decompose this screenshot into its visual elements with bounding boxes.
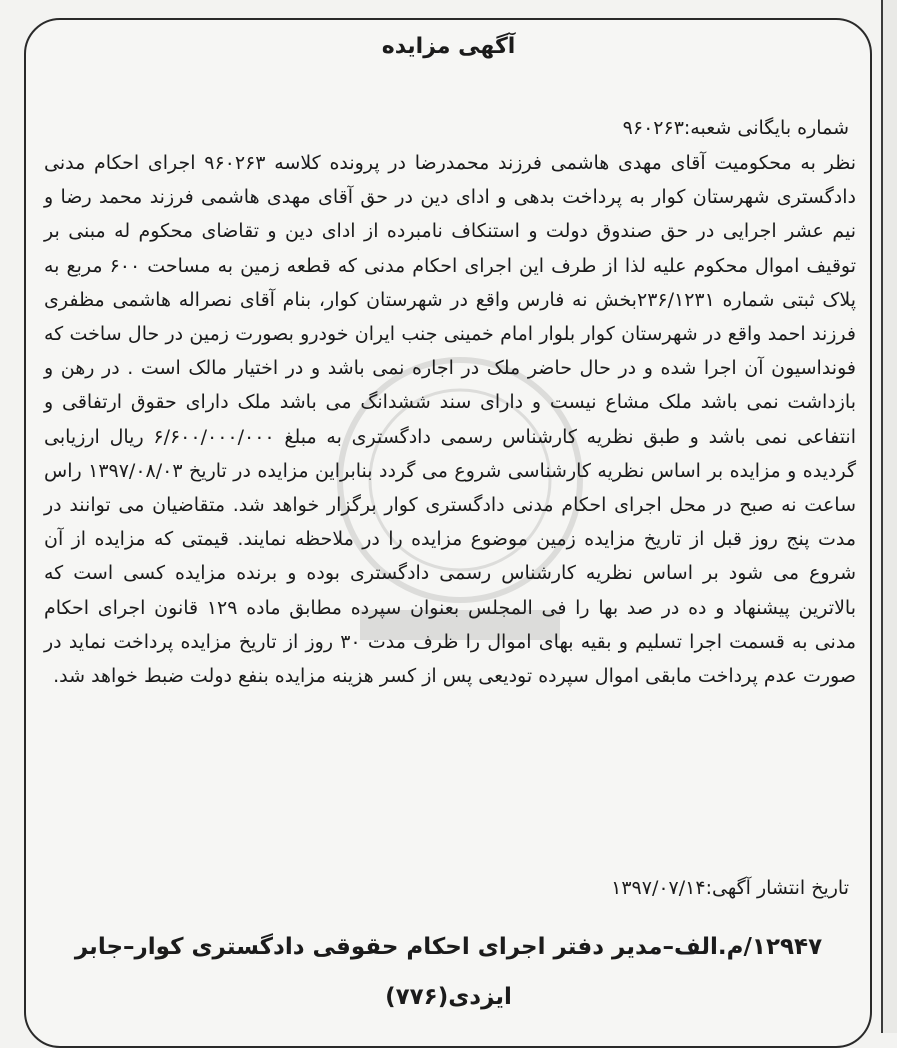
notice-body-text: نظر به محکومیت آقای مهدی هاشمی فرزند محمدرضا در پرونده کلاسه ۹۶۰۲۶۳ اجرای احکام مدنی دادگستری شهرستان کوار به پرداخت بدهی و ادای دین در حق آقای مهدی هاشمی فرزند محمد رضا و نیم عشر اجرایی در حق صندوق دولت و استنکاف نامبرده از ادای دین و تقاضای محکوم له مبنی بر توقیف اموال محکوم علیه لذا از طرف این اجرای احکام مدنی که قطعه زمین به مساحت ۶۰۰ مربع به پلاک ثبتی شماره ۲۳۶/۱۲۳۱بخش نه فارس واقع در شهرستان کوار، بنام آقای نصراله هاشمی مظفری فرزند احمد واقع در شهرستان کوار بلوار امام خمینی جنب ایران خودرو بصورت زمین در حال ساخت که فونداسیون آن اجرا شده و در حال حاضر ملک در اجاره نمی باشد و در اختیار مالک است . در رهن و بازداشت نمی باشد ملک مشاع نیست و دارای سند ششدانگ می باشد ملک دارای حقوق ارتفاقی و انتفاعی نمی باشد و طبق نظریه کارشناس رسمی دادگستری به مبلغ ۶/۶۰۰/۰۰۰/۰۰۰ ریال ارزیابی گردیده و مزایده بر اساس نظریه کارشناسی شروع می گردد بنابراین مزایده در تاریخ ۱۳۹۷/۰۸/۰۳ راس ساعت نه صبح در محل اجرای احکام مدنی دادگستری کوار برگزار خواهد شد. متقاضیان می توانند در مدت پنج روز قبل از تاریخ مزایده زمین موضوع مزایده را در ملاحظه نمایند. قیمتی که مزایده از آن شروع می شود بر اساس نظریه کارشناس رسمی دادگستری بوده و برنده مزایده کسی است که بالاترین پیشنهاد و ده در صد بها را فی المجلس بعنوان سپرده مطابق ماده ۱۲۹ قانون اجرای احکام مدنی به قسمت اجرا تسلیم و بقیه بهای اموال را ظرف مدت ۳۰ روز از تاریخ مزایده پرداخت نماید در صورت عدم پرداخت مابقی اموال سپرده تودیعی پس از کسر هزینه مزایده بنفع دولت ضبط خواهد شد. xyxy=(44,152,857,688)
signature-line-1: ۱۲۹۴۷/م.الف–مدیر دفتر اجرای احکام حقوقی دادگستری کوار–جابر xyxy=(74,934,823,960)
notice-title: آگهی مزایده xyxy=(381,34,516,59)
signature-block xyxy=(40,922,857,1022)
signature-line-2: ایزدی(۷۷۶) xyxy=(385,984,512,1010)
notice-body xyxy=(44,146,856,693)
publish-date: تاریخ انتشار آگهی:۱۳۹۷/۰۷/۱۴ xyxy=(611,877,849,899)
adjacent-column-edge xyxy=(881,0,897,1033)
archive-number: شماره بایگانی شعبه:۹۶۰۲۶۳ xyxy=(622,117,849,139)
